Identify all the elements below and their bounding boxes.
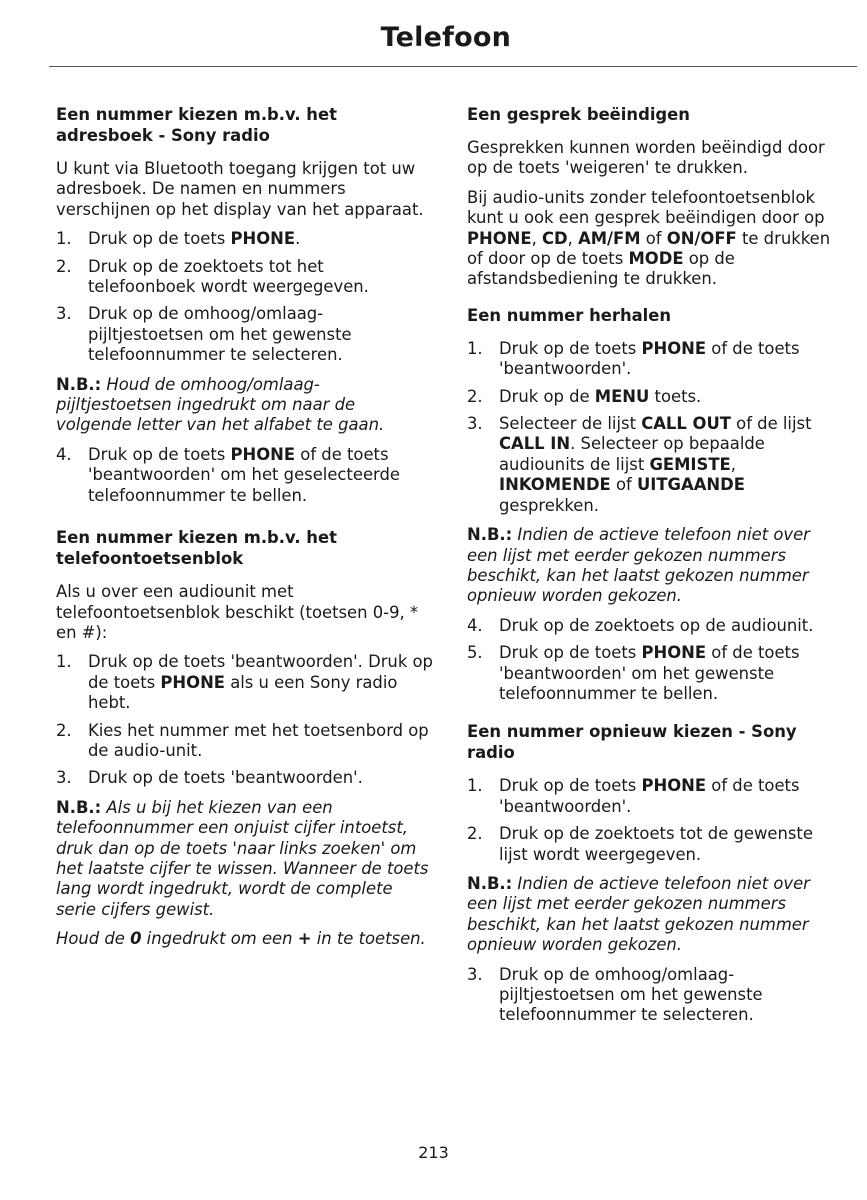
right-column: [467, 104, 843, 1035]
list-item: 3. Druk op de toets 'beantwoorden'.: [56, 768, 363, 788]
step-list: [467, 616, 843, 705]
section-heading-end-call: Een gesprek beëindigen: [467, 105, 690, 124]
list-item: 4. Druk op de zoektoets op de audiounit.: [467, 615, 814, 635]
list-item: 1. Druk op de toets 'beantwoorden'. Druk op de toets PHONE als u een Sony radio hebt.: [56, 652, 433, 713]
paragraph: Als u over een audiounit met telefoontoetsenblok beschikt (toetsen 0-9, * en #):: [56, 582, 419, 642]
section-heading-redial-sony: Een nummer opnieuw kiezen - Sony radio: [467, 722, 797, 763]
step-list: [56, 229, 434, 365]
section-heading-keypad: Een nummer kiezen m.b.v. het telefoontoetsenblok: [56, 528, 337, 569]
page-title: Telefoon: [380, 22, 511, 53]
step-list: [56, 652, 434, 788]
paragraph: U kunt via Bluetooth toegang krijgen tot uw adresboek. De namen en nummers verschijnen op het display van het apparaat.: [56, 159, 424, 219]
page-number: 213: [418, 1143, 449, 1162]
list-item: 4. Druk op de toets PHONE of de toets 'beantwoorden' om het geselecteerde telefoonnummer te bellen.: [56, 444, 400, 505]
list-item: 1. Druk op de toets PHONE.: [56, 229, 301, 249]
list-item: 1. Druk op de toets PHONE of de toets 'beantwoorden'.: [467, 338, 800, 379]
note: N.B.: Als u bij het kiezen van een telefoonnummer een onjuist cijfer intoetst, druk dan op de toets 'naar links zoeken' om het laatste cijfer te wissen. Wanneer de toets lang wordt ingedrukt, wordt de complete serie cijfers gewist.: [56, 797, 429, 919]
step-list: [56, 445, 434, 506]
header-divider: [49, 66, 857, 67]
list-item: 2. Druk op de zoektoets tot de gewenste lijst wordt weergegeven.: [467, 824, 813, 864]
note: N.B.: Indien de actieve telefoon niet over een lijst met eerder gekozen nummers beschikt, kan het laatst gekozen nummer opnieuw worden gekozen.: [467, 873, 810, 955]
paragraph: Gesprekken kunnen worden beëindigd door op de toets 'weigeren' te drukken.: [467, 138, 825, 178]
section-heading-redial: Een nummer herhalen: [467, 305, 672, 325]
step-list: [467, 965, 843, 1026]
list-item: 3. Selecteer de lijst CALL OUT of de lijst CALL IN. Selecteer op bepaalde audiounits de lijst GEMISTE, INKOMENDE of UITGAANDE gesprekken.: [467, 414, 812, 515]
left-column: [56, 104, 434, 959]
list-item: 5. Druk op de toets PHONE of de toets 'beantwoorden' om het gewenste telefoonnummer te bellen.: [467, 643, 800, 703]
list-item: 2. Druk op de zoektoets tot het telefoonboek wordt weergegeven.: [56, 256, 369, 297]
list-item: 1. Druk op de toets PHONE of de toets 'beantwoorden'.: [467, 776, 800, 816]
paragraph: Bij audio-units zonder telefoontoetsenblok kunt u ook een gesprek beëindigen door op PHONE, CD, AM/FM of ON/OFF te drukken of door op de toets MODE op de afstandsbediening te drukken.: [467, 187, 831, 289]
list-item: 2. Druk op de MENU toets.: [467, 386, 702, 406]
list-item: 3. Druk op de omhoog/omlaag-pijltjestoetsen om het gewenste telefoonnummer te selecteren.: [467, 964, 763, 1025]
list-item: 2. Kies het nummer met het toetsenbord op de audio-unit.: [56, 720, 429, 760]
note: N.B.: Indien de actieve telefoon niet over een lijst met eerder gekozen nummers beschikt, kan het laatst gekozen nummer opnieuw worden gekozen.: [467, 525, 810, 606]
step-list: [467, 339, 843, 516]
hold-instruction: Houd de 0 ingedrukt om een + in te toetsen.: [56, 929, 426, 949]
step-list: [467, 776, 843, 865]
note: N.B.: Houd de omhoog/omlaag-pijltjestoetsen ingedrukt om naar de volgende letter van het alfabet te gaan.: [56, 374, 385, 435]
list-item: 3. Druk op de omhoog/omlaag-pijltjestoetsen om het gewenste telefoonnummer te selecteren.: [56, 304, 352, 365]
section-heading-address-book: Een nummer kiezen m.b.v. het adresboek - Sony radio: [56, 105, 337, 145]
